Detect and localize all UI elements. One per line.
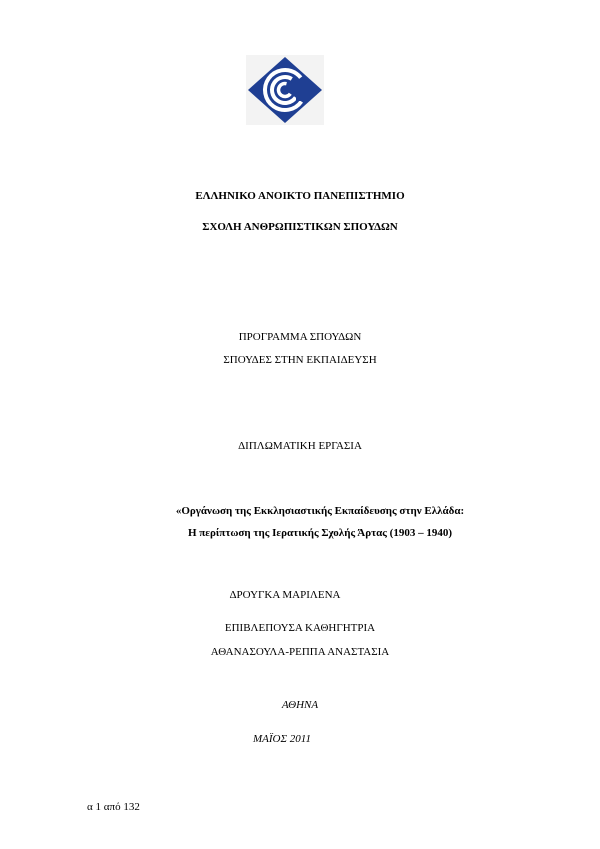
university-name: ΕΛΛΗΝΙΚΟ ΑΝΟΙΚΤΟ ΠΑΝΕΠΙΣΤΗΜΙΟ xyxy=(195,190,405,202)
thesis-title-line-1: «Οργάνωση της Εκκλησιαστικής Εκπαίδευσης στην Ελλάδα: xyxy=(175,505,465,517)
program-name: ΣΠΟΥΔΕΣ ΣΤΗΝ ΕΚΠΑΙΔΕΥΣΗ xyxy=(223,354,377,366)
university-logo xyxy=(246,55,324,125)
supervisor-name: ΑΘΑΝΑΣΟΥΛΑ-ΡΕΠΠΑ ΑΝΑΣΤΑΣΙΑ xyxy=(210,646,390,658)
program-label: ΠΡΟΓΡΑΜΜΑ ΣΠΟΥΔΩΝ xyxy=(238,331,362,343)
thesis-title-line-2: Η περίπτωση της Ιερατικής Σχολής Άρτας (1903 – 1940) xyxy=(187,527,453,539)
supervisor-role: ΕΠΙΒΛΕΠΟΥΣΑ ΚΑΘΗΓΗΤΡΙΑ xyxy=(224,622,376,634)
author-name: ΔΡΟΥΓΚΑ ΜΑΡΙΛΕΝΑ xyxy=(229,589,341,601)
page-number: α 1 από 132 xyxy=(87,801,140,813)
university-logo-icon xyxy=(246,55,324,125)
date: ΜΑΪΟΣ 2011 xyxy=(253,733,311,745)
school-name: ΣΧΟΛΗ ΑΝΘΡΩΠΙΣΤΙΚΩΝ ΣΠΟΥΔΩΝ xyxy=(202,221,398,233)
document-type: ΔΙΠΛΩΜΑΤΙΚΗ ΕΡΓΑΣΙΑ xyxy=(238,440,362,452)
place: ΑΘΗΝΑ xyxy=(281,699,319,711)
